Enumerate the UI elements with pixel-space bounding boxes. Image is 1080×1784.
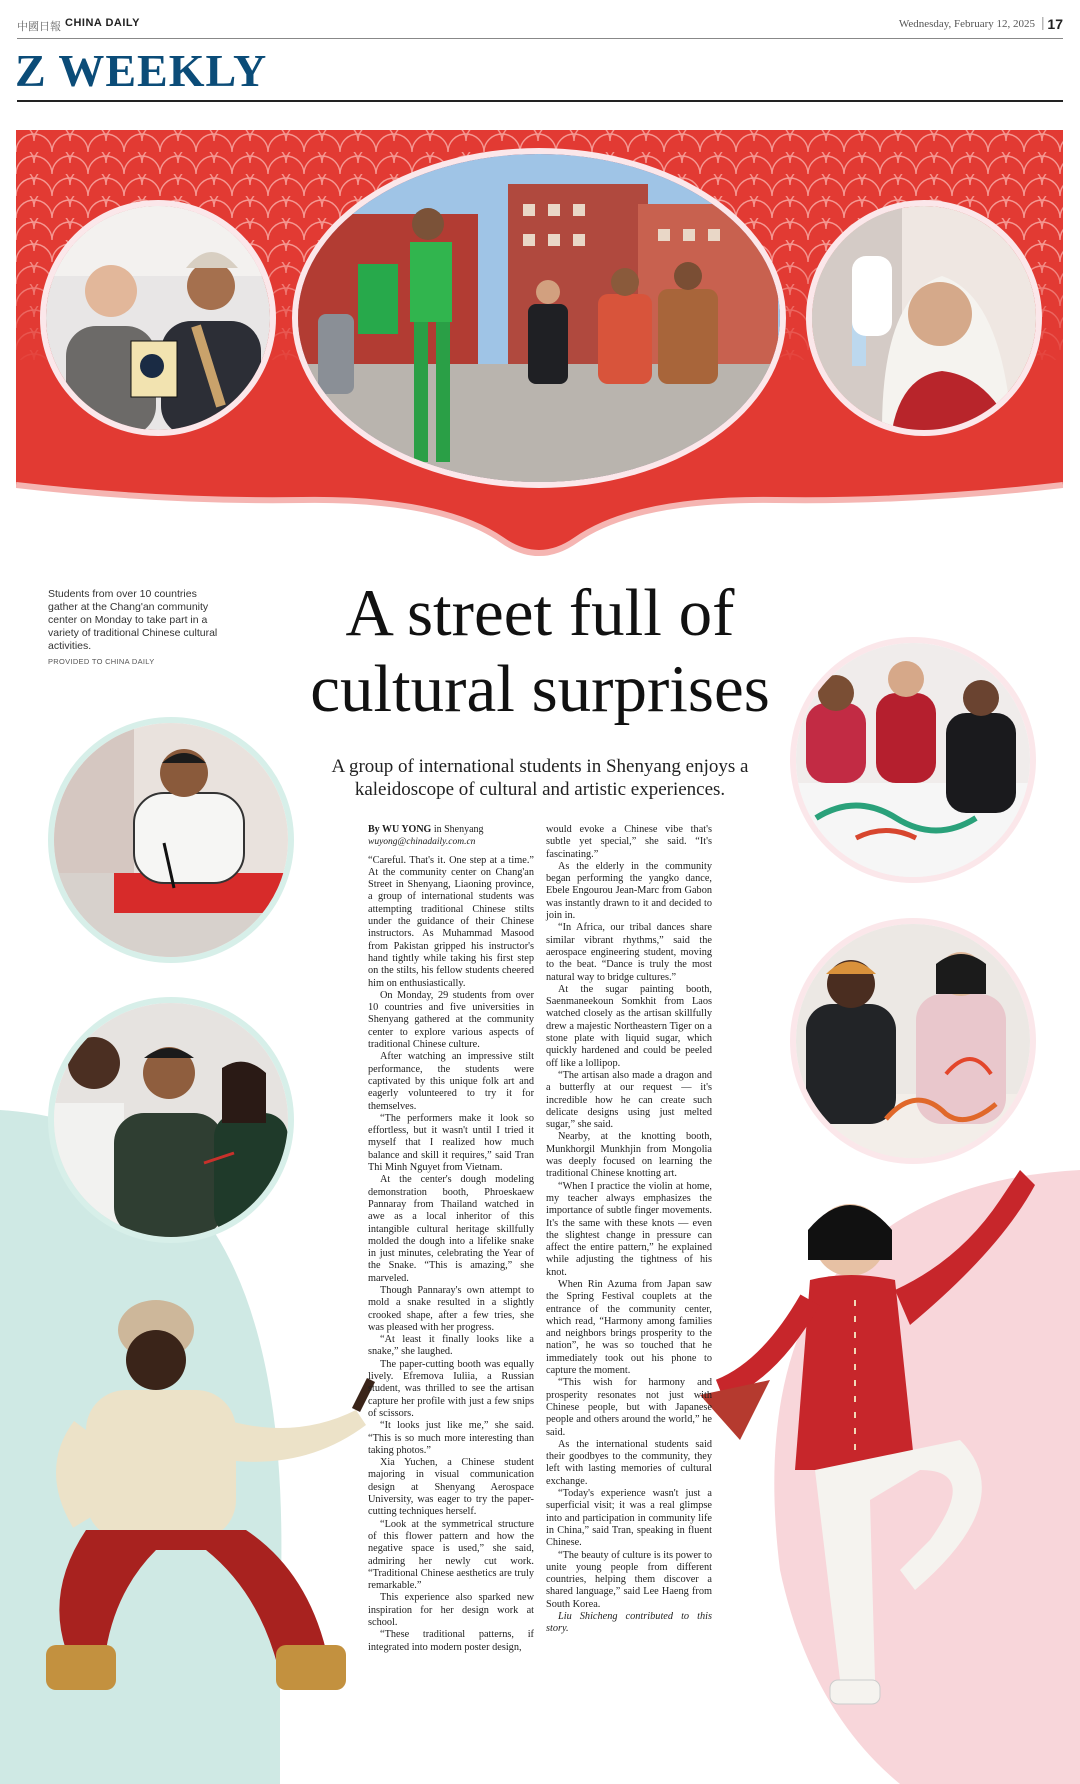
paragraph: Xia Yuchen, a Chinese student majoring in visual communication design at Shenyang Aerospace University, was eager to try the paper-cutting techniques herself.	[368, 1457, 534, 1518]
paragraph: “When I practice the violin at home, my teacher always emphasizes the importance of subtle finger movements. It's the same with these knots — even the slightest change in pressure can affect the entire pattern,” he explained while adjusting the tightness of his knot.	[546, 1180, 712, 1278]
headline	[260, 575, 820, 727]
paragraph: Though Pannaray's own attempt to mold a snake resulted in a slightly crooked shape, after a few tries, she was pleased with her progress.	[368, 1284, 534, 1333]
paragraph: When Rin Azuma from Japan saw the Spring Festival couplets at the entrance of the community center, which read, “Harmony among families and neighbors brings prosperity to the nation”, he was so touched that he immediately took out his phone to capture the moment.	[546, 1278, 712, 1377]
photo-banner	[16, 130, 1063, 562]
photo-caption	[48, 588, 218, 668]
paragraph: This experience also sparked new inspiration for her design work at school.	[368, 1592, 534, 1628]
deck: A group of international students in Shenyang enjoys a kaleidoscope of cultural and artistic experiences.	[331, 756, 749, 800]
paragraph: “Careful. That's it. One step at a time.” At the community center on Chang'an Street in Shenyang, Liaoning province, a group of international students was attempting traditional Chinese stilts under the guidance of their Chinese instructors. As Muhammad Masood from Pakistan gripped his instructor's hand tightly while taking his first step on the stilts, his fellow students cheered him on enthusiastically.	[368, 854, 534, 989]
masthead-chinese: 中國日報	[17, 20, 61, 33]
page-number: 17	[1047, 16, 1063, 32]
paragraph: “It looks just like me,” she said. “This is so much more interesting than taking photos.”	[368, 1420, 534, 1456]
paragraph: “This wish for harmony and prosperity resonates not just with Chinese people, but with Japanese people and others around the world,” he said.	[546, 1377, 712, 1438]
byline	[368, 824, 534, 836]
photo-credit: PROVIDED TO CHINA DAILY	[48, 657, 155, 666]
byline-name: By WU YONG	[368, 824, 432, 835]
header-rule	[17, 100, 1063, 102]
paragraph: “Today's experience wasn't just a superficial visit; it was a real glimpse into and participation in community life in China,” said Tran, speaking in fluent Chinese.	[546, 1488, 712, 1549]
paragraph: As the international students said their goodbyes to the community, they left with lasting memories of cultural exchange.	[546, 1438, 712, 1487]
article-column-1	[368, 824, 534, 1654]
paragraph: “The performers make it look so effortless, but it wasn't until I tried it myself that I realized how much balance and skill it requires,” said Tran Thi Minh Nguyet from Vietnam.	[368, 1112, 534, 1174]
section-title: Z WEEKLY	[15, 45, 268, 96]
photo-dough-modeling	[790, 637, 1036, 883]
cutout-woman-fan-dancer	[700, 1140, 1060, 1760]
photo-calligraphy	[48, 717, 294, 963]
paragraph: As the elderly in the community began performing the yangko dance, Ebele Engourou Jean-Marc from Gabon was instantly drawn to it and decided to join in.	[546, 860, 712, 922]
paragraph: At the center's dough modeling demonstration booth, Phroeskaew Pannaray from Thailand watched in awe as a local inheritor of this intangible cultural heritage skillfully molded the dough into a lifelike snake in just minutes, celebrating the Year of the Snake. “This is amazing,” she marveled.	[368, 1174, 534, 1284]
byline-location: in Shenyang	[431, 824, 484, 835]
author-email-link[interactable]: wuyong@chinadaily.com.cn	[368, 837, 476, 848]
photo-stilts-performance	[292, 148, 786, 488]
caption-text: Students from over 10 countries gather at the Chang'an community center on Monday to take part in a variety of traditional Chinese cultural activities.	[48, 588, 218, 652]
paragraph: Nearby, at the knotting booth, Munkhorgil Munkhjin from Mongolia was deeply focused on learning the traditional Chinese knotting art.	[546, 1131, 712, 1180]
photo-paper-cutting	[40, 200, 276, 436]
paragraph: “In Africa, our tribal dances share similar vibrant rhythms,” said the aerospace engineering student, moving to the beat. “Dance is truly the most natural way to bridge cultures.”	[546, 922, 712, 983]
photo-student-hijab	[806, 200, 1042, 436]
paragraph: “These traditional patterns, if integrated into modern poster design,	[368, 1629, 534, 1653]
paragraph: At the sugar painting booth, Saenmaneekoun Somkhit from Laos watched closely as the artisan skillfully drew a majestic Northeastern Tiger on a stone plate with liquid sugar, which quickly hardened and could be peeled off like a lollipop.	[546, 983, 712, 1069]
paragraph: After watching an impressive stilt performance, the students were captivated by this unique folk art and eagerly volunteered to try it for themselves.	[368, 1051, 534, 1112]
contributor-note: Liu Shicheng contributed to this story.	[546, 1611, 712, 1635]
paragraph: would evoke a Chinese vibe that's subtle yet special,” she said. “It's fascinating.”	[546, 824, 712, 860]
page-header	[17, 12, 1063, 39]
paragraph: “At least it finally looks like a snake,” she laughed.	[368, 1334, 534, 1358]
headline-line-1: A street full of	[345, 576, 735, 650]
photo-sugar-painting	[790, 918, 1036, 1164]
article-column-2	[546, 824, 712, 1636]
photo-knotting	[48, 997, 294, 1243]
paragraph: “Look at the symmetrical structure of this flower pattern and how the negative space is used,” she said, admiring her newly cut work. “Traditional Chinese aesthetics are truly remarkable.”	[368, 1518, 534, 1592]
headline-line-2: cultural surprises	[310, 652, 770, 726]
masthead-english: CHINA DAILY	[65, 17, 140, 29]
dateline: Wednesday, February 12, 2025	[898, 18, 1035, 30]
paragraph: “The artisan also made a dragon and a butterfly at our request — it's incredible how he can create such delicate designs using just melted sugar,” she said.	[546, 1069, 712, 1131]
cutout-student-dancing	[26, 1290, 426, 1730]
paragraph: “The beauty of culture is its power to unite young people from different countries, helping them discover a shared language,” said Lee Haeng from South Korea.	[546, 1549, 712, 1610]
paragraph: The paper-cutting booth was equally lively. Efremova Iuliia, a Russian student, was thrilled to see the artisan capture her profile with just a few snips of scissors.	[368, 1358, 534, 1419]
paragraph: On Monday, 29 students from over 10 countries and five universities in Shenyang gathered at the community center to explore various aspects of traditional Chinese culture.	[368, 989, 534, 1051]
header-separator: |	[1040, 16, 1045, 31]
